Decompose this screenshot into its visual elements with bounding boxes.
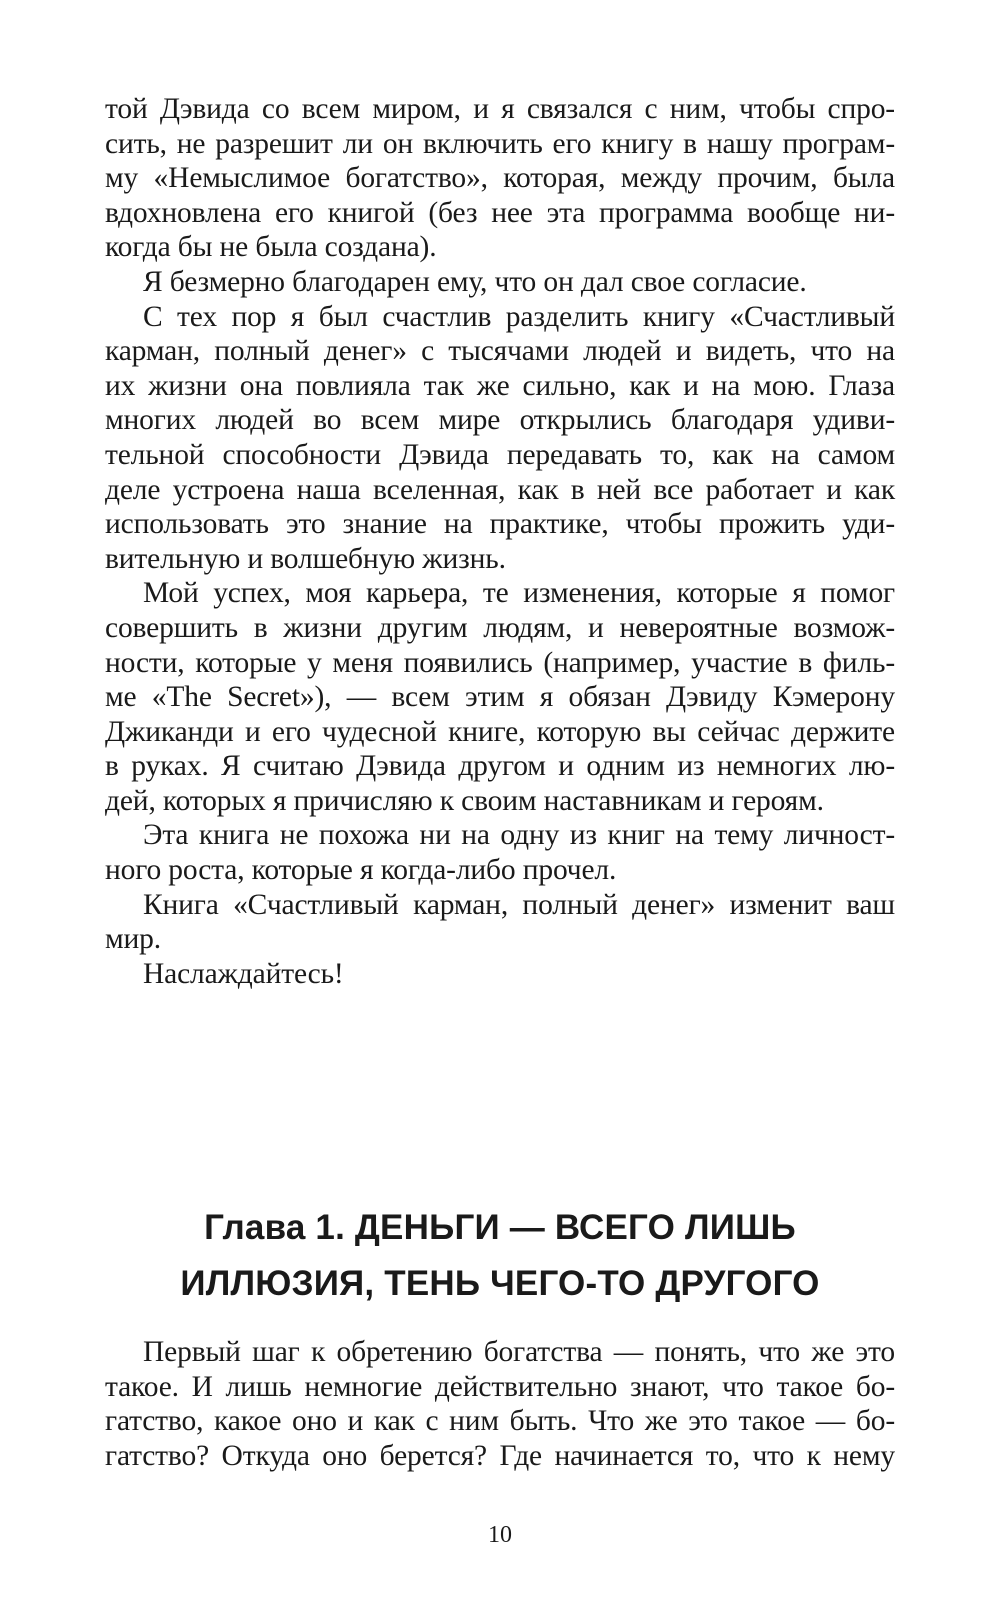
text-line: Наслаждайтесь! <box>143 957 344 990</box>
text-line: му «Немыслимое богатство», которая, между прочим, была <box>105 162 895 195</box>
text-line: гатство, какое оно и как с ним быть. Что же это такое — бо- <box>105 1405 895 1438</box>
text-line: Книга «Счастливый карман, полный денег» изменит ваш <box>143 888 895 921</box>
text-line: использовать это знание на практике, чтобы прожить уди- <box>105 508 895 541</box>
text-line: гатство? Откуда оно берется? Где начинается то, что к нему <box>105 1439 895 1472</box>
text-line: ного роста, которые я когда-либо прочел. <box>105 854 617 887</box>
text-line: дей, которых я причисляю к своим наставникам и героям. <box>105 784 824 817</box>
text-line: той Дэвида со всем миром, и я связался с ним, чтобы спро- <box>105 93 895 125</box>
text-line: Эта книга не похожа ни на одну из книг на тему личност- <box>143 819 895 852</box>
text-line: в руках. Я считаю Дэвида другом и одним из немногих лю- <box>105 750 895 783</box>
text-line: вдохновлена его книгой (без нее эта программа вообще ни- <box>105 196 895 229</box>
chapter-text <box>105 1335 895 1473</box>
text-line: сить, не разрешит ли он включить его книгу в нашу програм- <box>105 127 895 160</box>
text-line: ме «The Secret»), — всем этим я обязан Дэвиду Кэмерону <box>105 681 895 714</box>
text-line: С тех пор я был счастлив разделить книгу «Счастливый <box>143 300 895 333</box>
text-line: когда бы не была создана). <box>105 231 437 264</box>
text-line: совершить в жизни другим людям, и невероятные возмож- <box>105 611 895 644</box>
text-line: мир. <box>105 923 161 956</box>
text-line: Первый шаг к обретению богатства — понять, что же это <box>143 1336 895 1368</box>
text-line: вительную и волшебную жизнь. <box>105 542 506 575</box>
chapter-heading <box>105 1200 895 1312</box>
text-line: Мой успех, моя карьера, те изменения, которые я помог <box>143 577 895 610</box>
text-line: ности, которые у меня появились (например, участие в филь- <box>105 646 895 679</box>
text-line: деле устроена наша вселенная, как в ней все работает и как <box>105 473 895 506</box>
page-number: 10 <box>488 1522 512 1548</box>
chapter-heading-line-2: ИЛЛЮЗИЯ, ТЕНЬ ЧЕГО-ТО ДРУГОГО <box>180 1264 820 1303</box>
text-line: Джиканди и его чудесной книге, которую вы сейчас держите <box>105 715 895 748</box>
body-text <box>105 92 895 991</box>
text-line: такое. И лишь немногие действительно знают, что такое бо- <box>105 1370 895 1403</box>
text-line: карман, полный денег» с тысячами людей и видеть, что на <box>105 335 895 368</box>
text-line: тельной способности Дэвида передавать то, как на самом <box>105 438 895 471</box>
text-line: Я безмерно благодарен ему, что он дал свое согласие. <box>143 265 807 298</box>
text-line: их жизни она повлияла так же сильно, как и на мою. Глаза <box>105 369 895 402</box>
text-line: многих людей во всем мире открылись благодаря удиви- <box>105 404 895 437</box>
chapter-heading-line-1: Глава 1. ДЕНЬГИ — ВСЕГО ЛИШЬ <box>204 1208 796 1247</box>
